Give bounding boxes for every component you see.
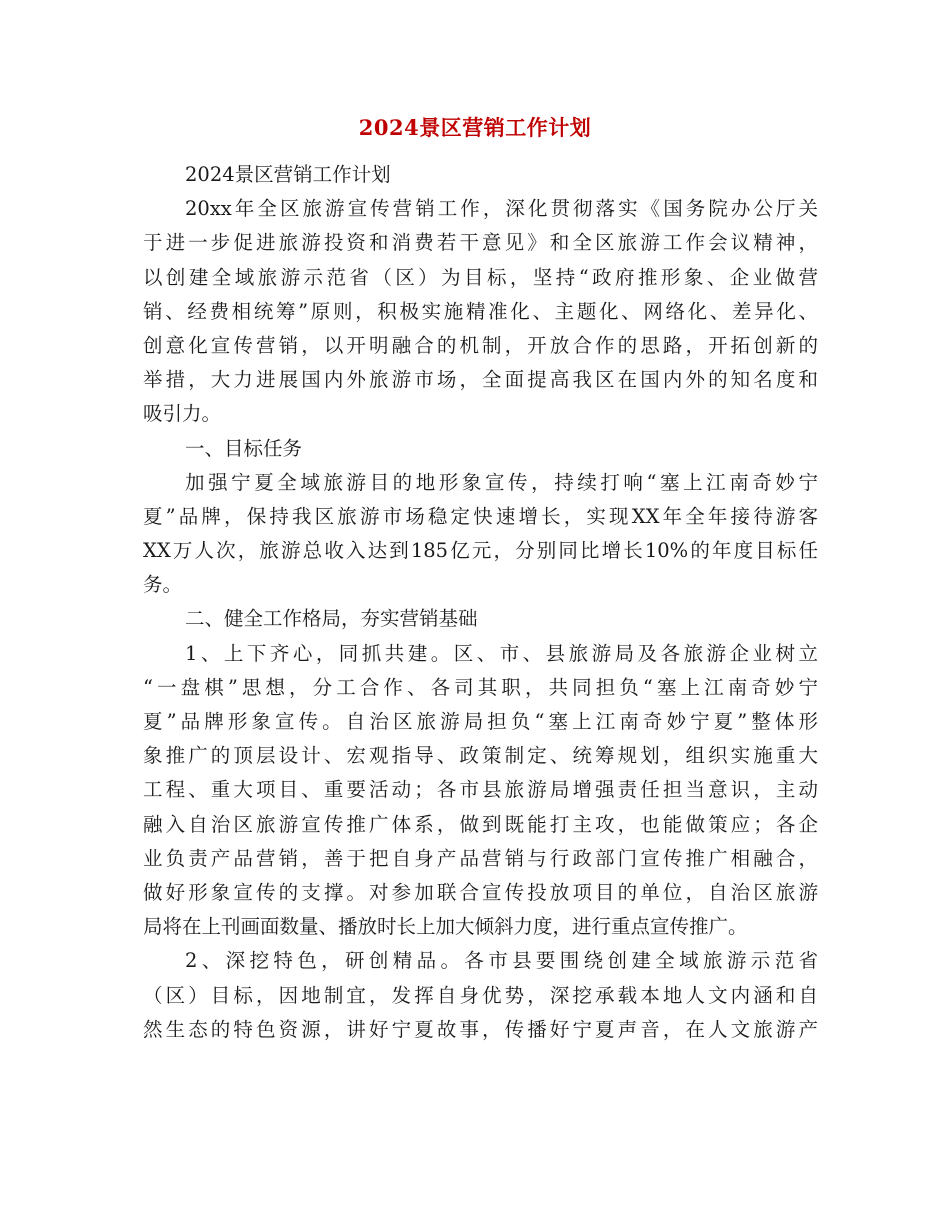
text-line: 20xx年全区旅游宣传营销工作，深化贯彻落实《国务院办公厅关 bbox=[185, 197, 818, 221]
text-line: 加强宁夏全域旅游目的地形象宣传，持续打响“塞上江南奇妙宁 bbox=[185, 470, 818, 494]
text-line: 创意化宣传营销，以开明融合的机制，开放合作的思路，开拓创新的 bbox=[143, 333, 818, 357]
text-line: 然生态的特色资源，讲好宁夏故事，传播好宁夏声音，在人文旅游产 bbox=[143, 1017, 818, 1041]
text-line: “一盘棋”思想，分工合作、各司其职，共同担负“塞上江南奇妙宁 bbox=[143, 675, 818, 699]
document-body bbox=[143, 158, 818, 1047]
text-line: 工程、重大项目、重要活动；各市县旅游局增强责任担当意识，主动 bbox=[143, 778, 818, 802]
text-line: 做好形象宣传的支撑。对参加联合宣传投放项目的单位，自治区旅游 bbox=[143, 880, 818, 904]
text-line: 举措，大力进展国内外旅游市场，全面提高我区在国内外的知名度和 bbox=[143, 368, 818, 392]
text-line: （区）目标，因地制宜，发挥自身优势，深挖承载本地人文内涵和自 bbox=[143, 983, 818, 1007]
text-line: 一、目标任务 bbox=[185, 436, 303, 460]
text-line: 于进一步促进旅游投资和消费若干意见》和全区旅游工作会议精神， bbox=[143, 231, 818, 255]
text-line: 象推广的顶层设计、宏观指导、政策制定、统筹规划，组织实施重大 bbox=[143, 744, 818, 768]
text-line: 1、上下齐心，同抓共建。区、市、县旅游局及各旅游企业树立 bbox=[185, 641, 818, 665]
document-title: 2024景区营销工作计划 bbox=[358, 115, 592, 140]
text-line: 局将在上刊画面数量、播放时长上加大倾斜力度，进行重点宣传推广。 bbox=[143, 915, 748, 939]
text-line: 2、深挖特色，研创精品。各市县要围绕创建全域旅游示范省 bbox=[185, 949, 818, 973]
text-line: 销、经费相统筹”原则，积极实施精准化、主题化、网络化、差异化、 bbox=[143, 299, 818, 323]
text-line: 二、健全工作格局，夯实营销基础 bbox=[185, 607, 478, 631]
text-line: 夏”品牌形象宣传。自治区旅游局担负“塞上江南奇妙宁夏”整体形 bbox=[143, 710, 818, 733]
text-line: 融入自治区旅游宣传推广体系，做到既能打主攻，也能做策应；各企 bbox=[143, 812, 818, 836]
text-line: 2024景区营销工作计划 bbox=[185, 163, 391, 186]
text-line: 夏”品牌，保持我区旅游市场稳定快速增长，实现XX年全年接待游客 bbox=[143, 504, 818, 528]
text-line: 业负责产品营销，善于把自身产品营销与行政部门宣传推广相融合， bbox=[143, 846, 818, 870]
text-line: 以创建全域旅游示范省（区）为目标，坚持“政府推形象、企业做营 bbox=[143, 265, 818, 289]
text-line: 务。 bbox=[143, 573, 183, 597]
text-line: 吸引力。 bbox=[143, 402, 222, 426]
text-line: XX万人次，旅游总收入达到185亿元，分别同比增长10%的年度目标任 bbox=[143, 539, 818, 563]
